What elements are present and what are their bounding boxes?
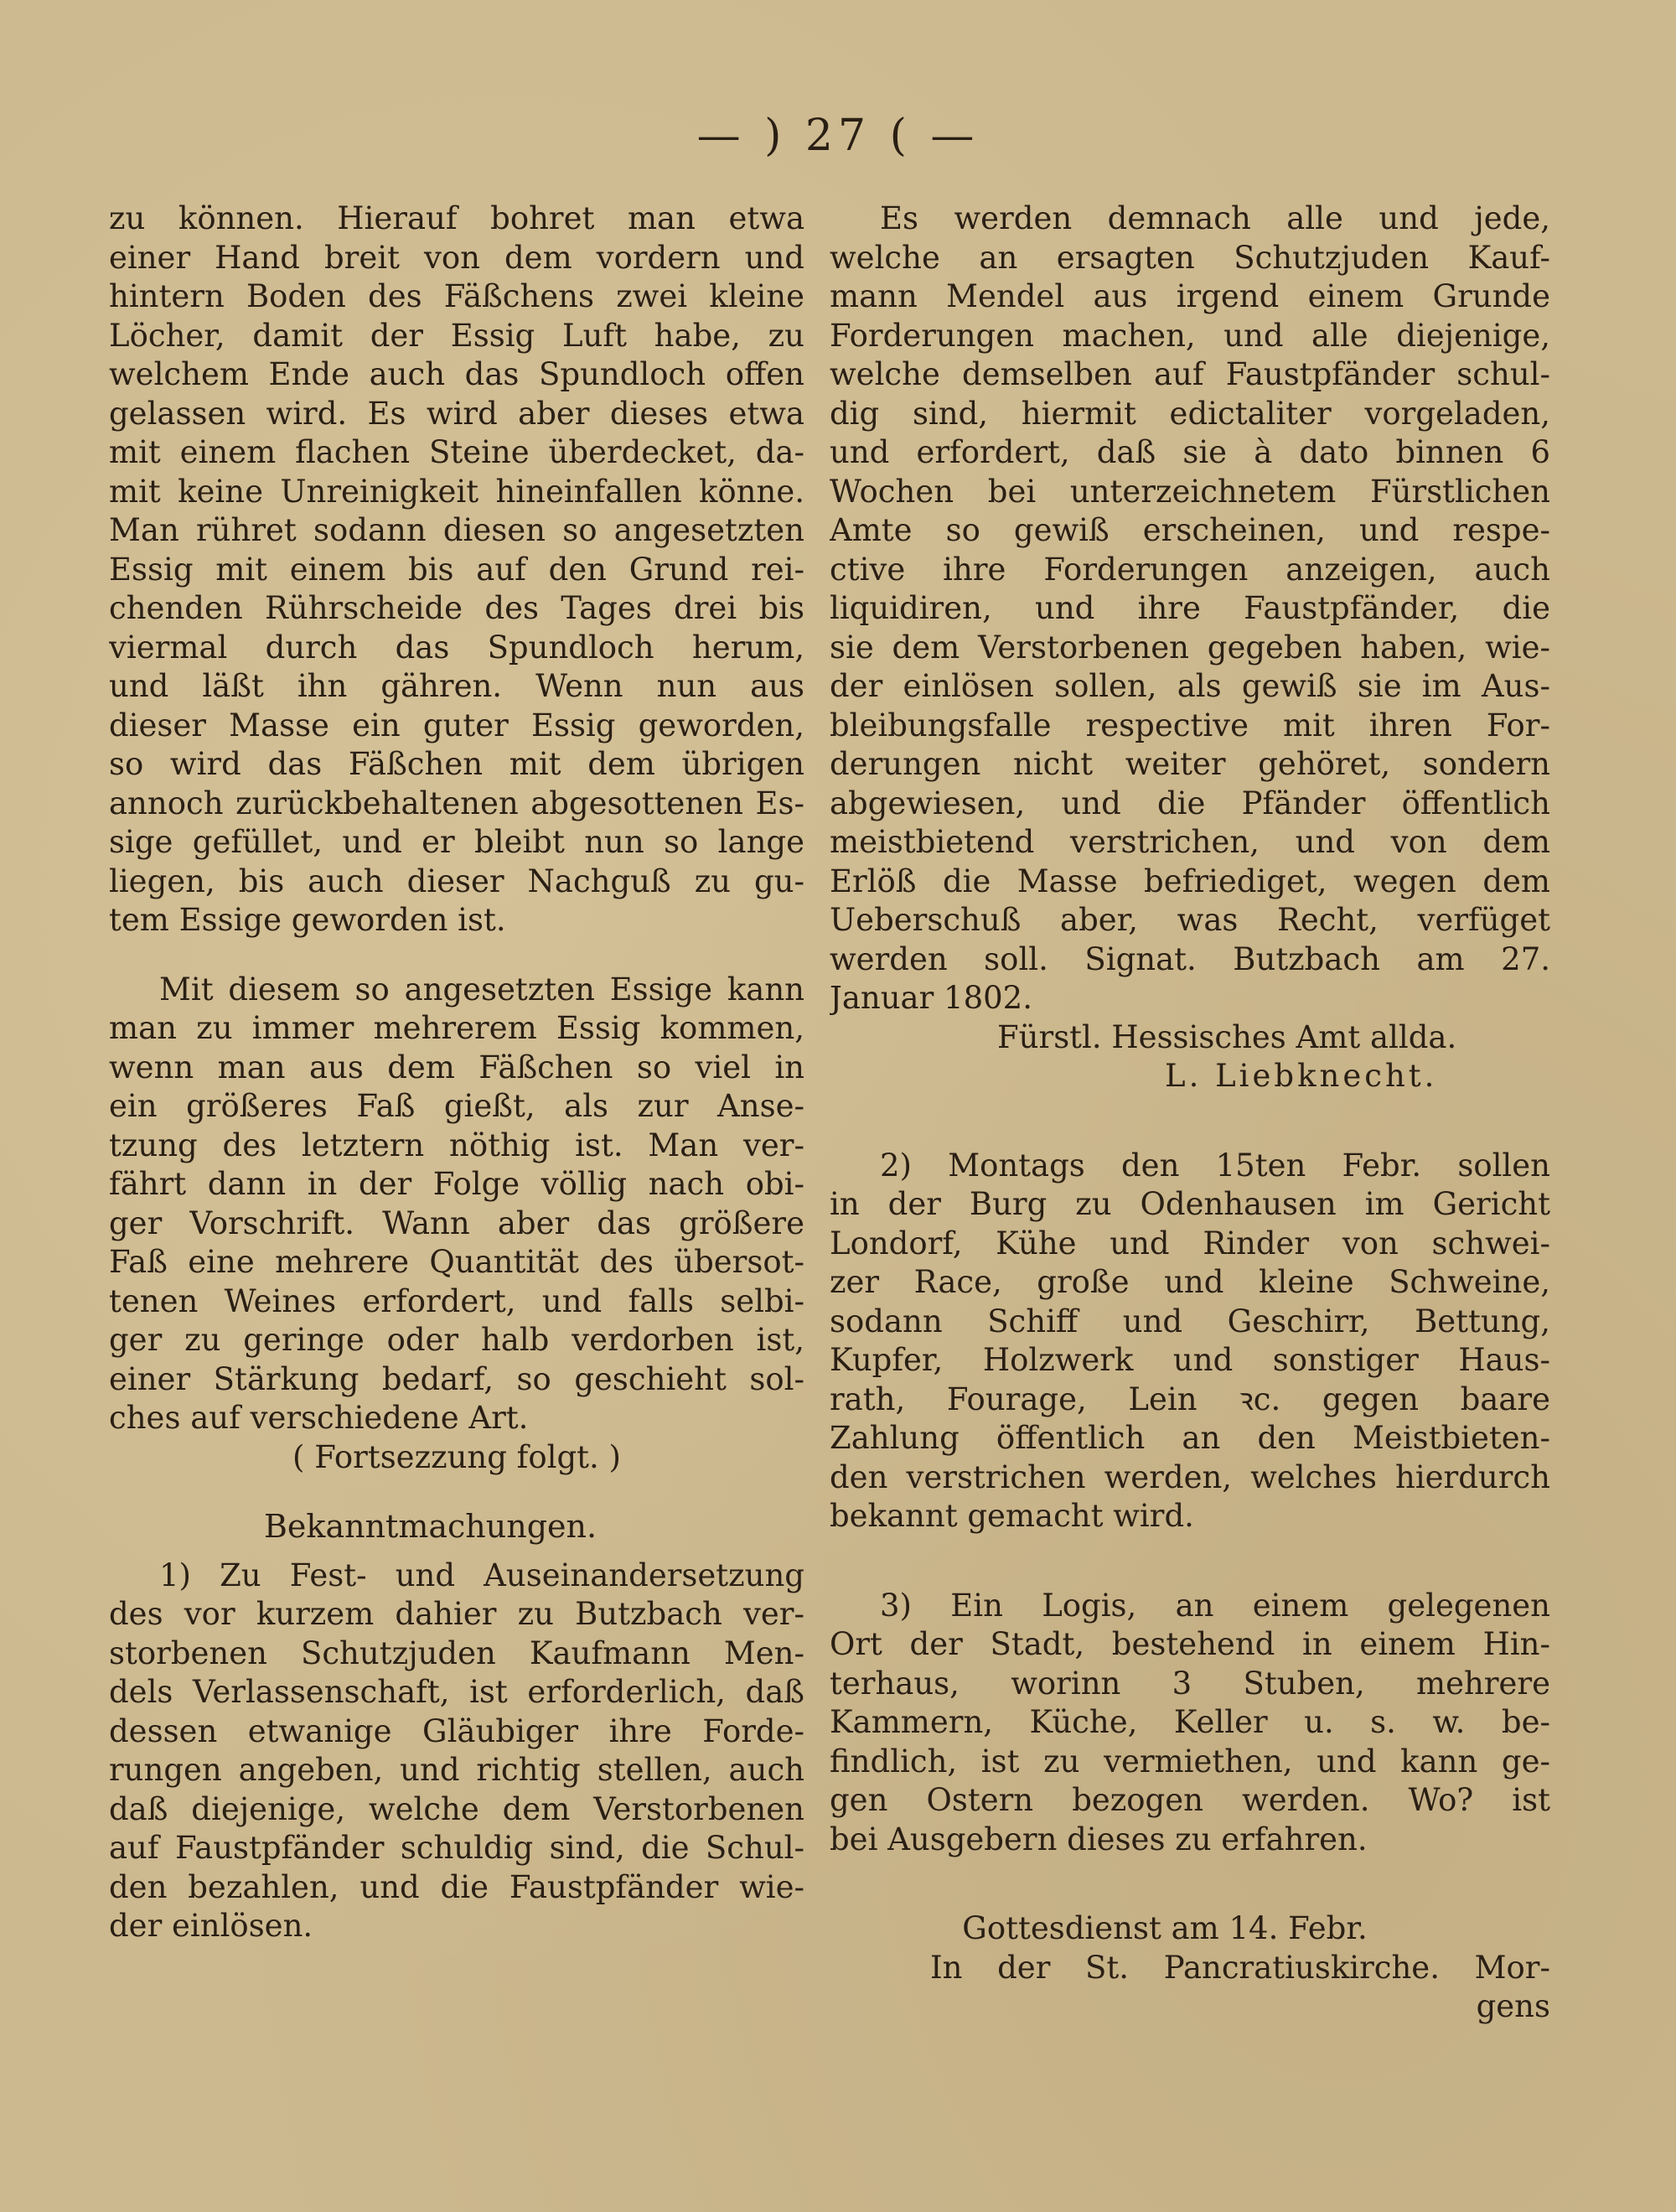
text-line: welchem Ende auch das Spundloch offen [109,356,804,392]
text-line: man zu immer mehrerem Essig kommen, [109,1010,804,1046]
text-line: ger zu geringe oder halb verdorben ist, [109,1322,804,1358]
text-line: einer Stärkung bedarf, so geschieht sol- [109,1360,804,1397]
text-line: des vor kurzem dahier zu Butzbach ver- [109,1596,804,1632]
text-line: Wochen bei unterzeichnetem Fürstlichen [830,473,1550,510]
text-line: tenen Weines erfordert, und falls selbi- [109,1282,804,1319]
text-line: und läßt ihn gähren. Wenn nun aus [109,668,804,704]
text-line: Essig mit einem bis auf den Grund rei- [109,551,804,588]
paragraph-essig-process [109,199,804,940]
text-line: mit keine Unreinigkeit hineinfallen könne. [109,473,804,510]
text-line: der einlösen sollen, als gewiß sie im Aus- [830,668,1550,704]
text-line: dieser Masse ein guter Essig geworden, [109,707,804,743]
service-line: In der St. Pancratiuskirche. Mor- [930,1949,1550,1986]
announcement-3 [830,1587,1550,1860]
text-line: hintern Boden des Fäßchens zwei kleine [109,278,804,314]
announcement-1-continued [830,199,1550,1096]
text-line: mann Mendel aus irgend einem Grunde [830,278,1550,314]
text-line: rath, Fourage, Lein ꝛc. gegen baare [830,1381,1550,1417]
text-line: liquidiren, und ihre Faustpfänder, die [830,590,1550,626]
announcements-heading: Bekanntmachungen. [264,1508,597,1545]
text-line: Löcher, damit der Essig Luft habe, zu [109,317,804,354]
text-line: sige gefüllet, und er bleibt nun so lange [109,824,804,860]
text-line: Forderungen machen, und alle diejenige, [830,317,1550,354]
text-line: einer Hand breit von dem vordern und [109,239,804,276]
text-line: bekannt gemacht wird. [830,1498,1194,1534]
text-line: chenden Rührscheide des Tages drei bis [109,590,804,626]
right-column [830,199,1550,2027]
text-line: Januar 1802. [830,980,1032,1016]
text-line: Man rühret sodann diesen so angesetzten [109,512,804,548]
text-line: ctive ihre Forderungen anzeigen, auch [830,551,1550,588]
text-line: liegen, bis auch dieser Nachguß zu gu- [109,863,804,899]
text-line: Erlöß die Masse befriediget, wegen dem [830,863,1550,899]
text-line: Amte so gewiß erscheinen, und respe- [830,512,1550,548]
text-line: mit einem flachen Steine überdecket, da- [109,434,804,470]
text-line: zu können. Hierauf bohret man etwa [109,200,804,236]
text-line: der einlösen. [109,1908,313,1944]
text-line: Ort der Stadt, bestehend in einem Hin- [830,1626,1550,1662]
text-line: rungen angeben, und richtig stellen, auch [109,1752,804,1788]
text-line: Kupfer, Holzwerk und sonstiger Haus- [830,1342,1550,1378]
signature-office: Fürstl. Hessisches Amt allda. [997,1018,1457,1055]
paragraph-essig-continued [109,971,804,1478]
text-line: und erfordert, daß sie à dato binnen 6 [830,434,1550,470]
text-line: 2) Montags den 15ten Febr. sollen [880,1147,1550,1184]
text-line: bei Ausgebern dieses zu erfahren. [830,1821,1368,1857]
text-line: werden soll. Signat. Butzbach am 27. [830,940,1550,977]
text-line: tem Essige geworden ist. [109,902,506,938]
text-line: abgewiesen, und die Pfänder öffentlich [830,785,1550,821]
text-line: ein größeres Faß gießt, als zur Anse- [109,1088,804,1124]
text-line: storbenen Schutzjuden Kaufmann Men- [109,1634,804,1671]
text-line: sie dem Verstorbenen gegeben haben, wie- [830,629,1550,666]
text-line: 3) Ein Logis, an einem gelegenen [880,1587,1550,1624]
announcement-2 [830,1147,1550,1536]
text-line: sodann Schiff und Geschirr, Bettung, [830,1303,1550,1339]
continuation-note: ( Fortsezzung folgt. ) [292,1438,621,1475]
text-line: Kammern, Küche, Keller u. s. w. be- [830,1704,1550,1740]
text-line: welche demselben auf Faustpfänder schul- [830,356,1550,392]
text-line: meistbietend verstrichen, und von dem [830,824,1550,860]
catchword: gens [1476,1988,1550,2024]
text-line: dessen etwanige Gläubiger ihre Forde- [109,1712,804,1749]
text-line: findlich, ist zu vermiethen, und kann ge- [830,1743,1550,1779]
text-line: Mit diesem so angesetzten Essige kann [159,971,804,1008]
text-line: Londorf, Kühe und Rinder von schwei- [830,1225,1550,1261]
text-line: fährt dann in der Folge völlig nach obi- [109,1166,804,1202]
text-line: dels Verlassenschaft, ist erforderlich, daß [109,1674,804,1710]
text-line: den verstrichen werden, welches hierdurch [830,1458,1550,1495]
text-line: annoch zurückbehaltenen abgesottenen Es- [109,785,804,821]
text-line: Ueberschuß aber, was Recht, verfüget [830,902,1550,938]
text-line: tzung des letztern nöthig ist. Man ver- [109,1127,804,1163]
text-line: Es werden demnach alle und jede, [880,200,1550,236]
text-line: viermal durch das Spundloch herum, [109,629,804,666]
text-line: Faß eine mehrere Quantität des übersot- [109,1244,804,1280]
text-line: gen Ostern bezogen werden. Wo? ist [830,1782,1550,1818]
text-line: bleibungsfalle respective mit ihren For- [830,707,1550,743]
text-line: ger Vorschrift. Wann aber das größere [109,1204,804,1241]
text-line: 1) Zu Fest- und Auseinandersetzung [159,1557,804,1593]
text-line: terhaus, worinn 3 Stuben, mehrere [830,1665,1550,1702]
announcement-1 [109,1557,804,1946]
text-line: Zahlung öffentlich an den Meistbieten- [830,1420,1550,1456]
text-line: welche an ersagten Schutzjuden Kauf- [830,239,1550,276]
page-number-header: — ) 27 ( — [696,111,980,161]
text-line: so wird das Fäßchen mit dem übrigen [109,746,804,782]
left-column [109,199,804,1946]
text-line: in der Burg zu Odenhausen im Gericht [830,1186,1550,1222]
text-line: wenn man aus dem Fäßchen so viel in [109,1049,804,1085]
text-line: den bezahlen, und die Faustpfänder wie- [109,1868,804,1905]
text-line: auf Faustpfänder schuldig sind, die Schul- [109,1830,804,1866]
text-line: dig sind, hiermit edictaliter vorgeladen, [830,395,1550,432]
text-line: gelassen wird. Es wird aber dieses etwa [109,395,804,432]
text-line: derungen nicht weiter gehöret, sondern [830,746,1550,782]
signature-name: L. Liebknecht. [1165,1058,1438,1094]
service-heading: Gottesdienst am 14. Febr. [962,1910,1368,1946]
text-line: ches auf verschiedene Art. [109,1400,529,1436]
text-line: zer Race, große und kleine Schweine, [830,1264,1550,1300]
church-service-notice [830,1909,1550,2027]
text-line: daß diejenige, welche dem Verstorbenen [109,1790,804,1827]
